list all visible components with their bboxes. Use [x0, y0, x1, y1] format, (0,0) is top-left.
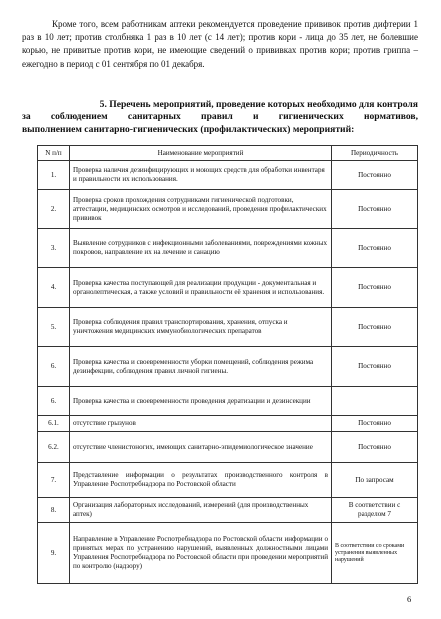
row-number: 7.	[38, 463, 70, 498]
table-row	[38, 229, 418, 268]
row-number: 6.2.	[38, 432, 70, 463]
table-row	[38, 161, 418, 190]
heading-line-3: выполнением санитарно-гигиенических (профилактических) мероприятий:	[22, 123, 355, 135]
row-number: 6.	[38, 347, 70, 387]
table-row	[38, 416, 418, 432]
row-period: Постоянно	[332, 416, 418, 432]
table-row	[38, 347, 418, 387]
row-name: Проверка соблюдения правил транспортирования, хранения, отпуска и уничтожения медицинских иммунобиологических препаратов	[70, 308, 332, 347]
row-name: Проверка качества и своевременности уборки помещений, соблюдения режима дезинфекции, соблюдения правил личной гигиены.	[70, 347, 332, 387]
table-row	[38, 308, 418, 347]
row-number: 6.	[38, 387, 70, 416]
row-period: Постоянно	[332, 347, 418, 387]
row-number: 3.	[38, 229, 70, 268]
section-heading	[22, 99, 418, 136]
table-row	[38, 523, 418, 584]
row-number: 8.	[38, 498, 70, 523]
row-period: Постоянно	[332, 190, 418, 229]
row-name: Проверка сроков прохождения сотрудниками гигиенической подготовки, аттестации, медицинских осмотров и исследований, проведения профилактических прививок	[70, 190, 332, 229]
row-name: отсутствие членистоногих, имеющих санитарно-эпидемиологическое значение	[70, 432, 332, 463]
table-row	[38, 387, 418, 416]
table-row	[38, 190, 418, 229]
intro-paragraph	[22, 18, 418, 71]
row-period	[332, 387, 418, 416]
row-period: Постоянно	[332, 161, 418, 190]
row-period: По запросам	[332, 463, 418, 498]
heading-line-1: 5. Перечень мероприятий, проведение которых необходимо для контроля	[99, 99, 418, 110]
table-row	[38, 268, 418, 308]
row-name: Направление в Управление Роспотребнадзора по Ростовской области информации о принятых мерах по устранению нарушений, выявленных должностными лицами Управления Роспотребнадзора по Ростовской области при проведении мероприятий по контролю (надзору)	[70, 523, 332, 584]
row-number: 2.	[38, 190, 70, 229]
row-name: Выявление сотрудников с инфекционными заболеваниями, повреждениями кожных покровов, направление их на лечение и санацию	[70, 229, 332, 268]
header-name: Наименование мероприятий	[70, 146, 332, 161]
row-name: Проверка качества и своевременности проведения дератизации и дезинсекции	[70, 387, 332, 416]
row-period: Постоянно	[332, 268, 418, 308]
row-period: Постоянно	[332, 432, 418, 463]
row-period: Постоянно	[332, 229, 418, 268]
intro-text: Кроме того, всем работникам аптеки рекомендуется проведение прививок против дифтерии 1 раз в 10 лет; против столбняка 1 раз в 10 лет (с 14 лет); против кори - лица до 35 лет, не болевшие корью, не привитые против кори, не имеющие сведений о прививках против кори; против гриппа – ежегодно в период с 01 сентября по 01 декабря.	[22, 19, 418, 69]
row-name: Организация лабораторных исследований, измерений (для производственных аптек)	[70, 498, 332, 523]
table-row	[38, 498, 418, 523]
row-period: В соответствии со сроками устранения выявленных нарушений	[332, 523, 418, 584]
row-period: В соответствии с разделом 7	[332, 498, 418, 523]
row-number: 5.	[38, 308, 70, 347]
row-number: 4.	[38, 268, 70, 308]
row-name: Проверка качества поступающей для реализации продукции - документальная и органолептическая, а также условий и правильности её хранения и использования.	[70, 268, 332, 308]
header-period: Периодичность	[332, 146, 418, 161]
row-period: Постоянно	[332, 308, 418, 347]
measures-table	[37, 145, 418, 584]
header-number: N п/п	[38, 146, 70, 161]
row-name: отсутствие грызунов	[70, 416, 332, 432]
row-number: 6.1.	[38, 416, 70, 432]
row-number: 1.	[38, 161, 70, 190]
table-row	[38, 463, 418, 498]
row-number: 9.	[38, 523, 70, 584]
table-row	[38, 432, 418, 463]
page-number: 6	[407, 594, 412, 604]
row-name: Представление информации о результатах производственного контроля в Управление Роспотребнадзора по Ростовской области	[70, 463, 332, 498]
table-header-row	[38, 146, 418, 161]
heading-line-2: за соблюдением санитарных правил и гигиенических нормативов,	[22, 111, 418, 123]
row-name: Проверка наличия дезинфицирующих и моющих средств для обработки инвентаря и правильности их использования.	[70, 161, 332, 190]
